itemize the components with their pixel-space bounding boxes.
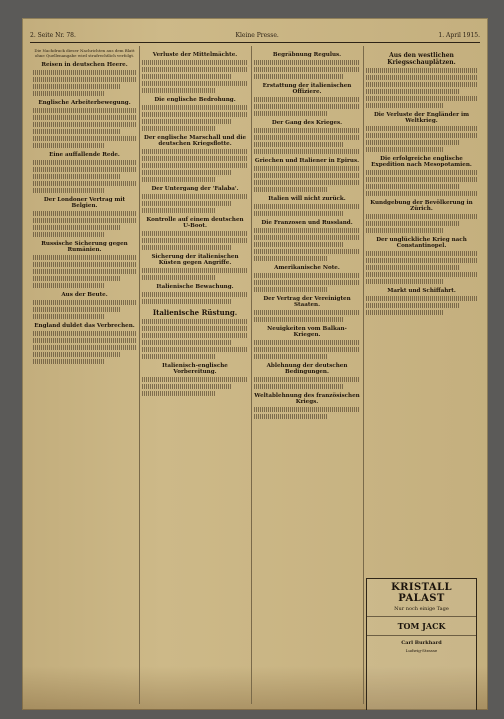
column-4-heading-1: Aus den westlichen Kriegsschauplätzen. xyxy=(387,52,456,66)
column-3-heading-7: Amerikanische Note. xyxy=(274,265,340,271)
column-2-heading-4: Der Untergang der 'Falaba'. xyxy=(151,186,239,192)
column-1-intro: Die Nachdruck dieser Nachrichten aus dem Blatt ohne Quellenangabe wird strafrechtlich verfolgt. xyxy=(34,48,135,58)
column-3-heading-8: Der Vertrag der Vereinigten Staaten. xyxy=(263,296,351,308)
header-left: 2. Seite Nr. 78. xyxy=(30,32,76,39)
ad-footer: Ludwig-Strasse xyxy=(405,648,438,653)
column-4 xyxy=(363,46,480,704)
column-3-heading-4: Griechen und Italiener in Epirus. xyxy=(254,158,360,164)
column-1-heading-1: Reisen in deutschen Heere. xyxy=(41,62,128,68)
column-2 xyxy=(139,46,252,704)
column-1-heading-4: Der Londoner Vertrag mit Belgien. xyxy=(43,197,126,209)
column-3-heading-5: Italien will nicht zurück. xyxy=(268,196,346,202)
ad-person: Carl Burkhard xyxy=(401,640,442,646)
column-2-heading-9: Italienisch-englische Vorbereitung. xyxy=(162,363,228,375)
column-3 xyxy=(251,46,364,704)
column-3-heading-2: Erstattung der italienischen Offiziere. xyxy=(262,83,352,95)
column-1-heading-3: Eine auffallende Rede. xyxy=(49,152,120,158)
column-3-heading-11: Weltablehnung des französischen Kriegs. xyxy=(254,393,360,405)
header-right: 1. April 1915. xyxy=(438,32,480,39)
column-1-heading-5: Russische Sicherung gegen Rumänien. xyxy=(41,241,128,253)
column-1 xyxy=(30,46,140,704)
column-4-heading-3: Die erfolgreiche englische Expedition nach Mesopotamien. xyxy=(371,156,472,168)
column-1-heading-6: Aus der Beute. xyxy=(61,292,108,298)
column-3-heading-6: Die Franzosen und Russland. xyxy=(261,220,353,226)
column-4-heading-4: Kundgebung der Bevölkerung in Zürich. xyxy=(370,200,473,212)
column-2-heading-6: Sicherung der italienischen Küsten gegen Angriffe. xyxy=(151,254,239,266)
column-4-heading-6: Markt und Schiffahrt. xyxy=(387,288,456,294)
header-center: Kleine Presse. xyxy=(235,32,279,39)
ad-subtitle: Nur noch einige Tage xyxy=(394,606,449,612)
column-4-heading-2: Die Verluste der Engländer im Weltkrieg. xyxy=(373,112,470,124)
column-2-heading-2: Die englische Bedrohung. xyxy=(154,97,236,103)
column-1-heading-2: Englische Arbeiterbewegung. xyxy=(38,100,131,106)
column-2-heading-3: Der englische Marschall und die deutschen Kriegsflotte. xyxy=(143,135,246,147)
column-3-heading-10: Ablehnung der deutschen Bedingungen. xyxy=(266,363,348,375)
ad-title: KRISTALL PALAST xyxy=(391,582,452,604)
header-rule xyxy=(30,42,480,43)
column-3-heading-1: Begräbnung Regulus. xyxy=(272,52,342,58)
column-2-heading-5: Kontrolle auf einem deutschen U-Boot. xyxy=(146,217,244,229)
newspaper-page xyxy=(22,18,488,710)
column-2-heading-7: Italienische Bewachung. xyxy=(156,284,234,290)
column-3-heading-3: Der Gang des Krieges. xyxy=(271,120,343,126)
page-header xyxy=(30,32,480,39)
column-1-heading-7: England duldet das Verbrechen. xyxy=(34,323,135,329)
ad-name: TOM JACK xyxy=(397,621,446,631)
column-3-heading-9: Neuigkeiten vom Balkan-Kriegen. xyxy=(267,326,347,338)
column-4-heading-5: Der unglückliche Krieg nach Constantinopel. xyxy=(376,237,467,249)
column-2-heading-8: Italienische Rüstung. xyxy=(152,308,238,317)
column-2-heading-1: Verluste der Mittelmächte. xyxy=(152,52,238,58)
advertisement-kristall-palast xyxy=(366,578,477,710)
